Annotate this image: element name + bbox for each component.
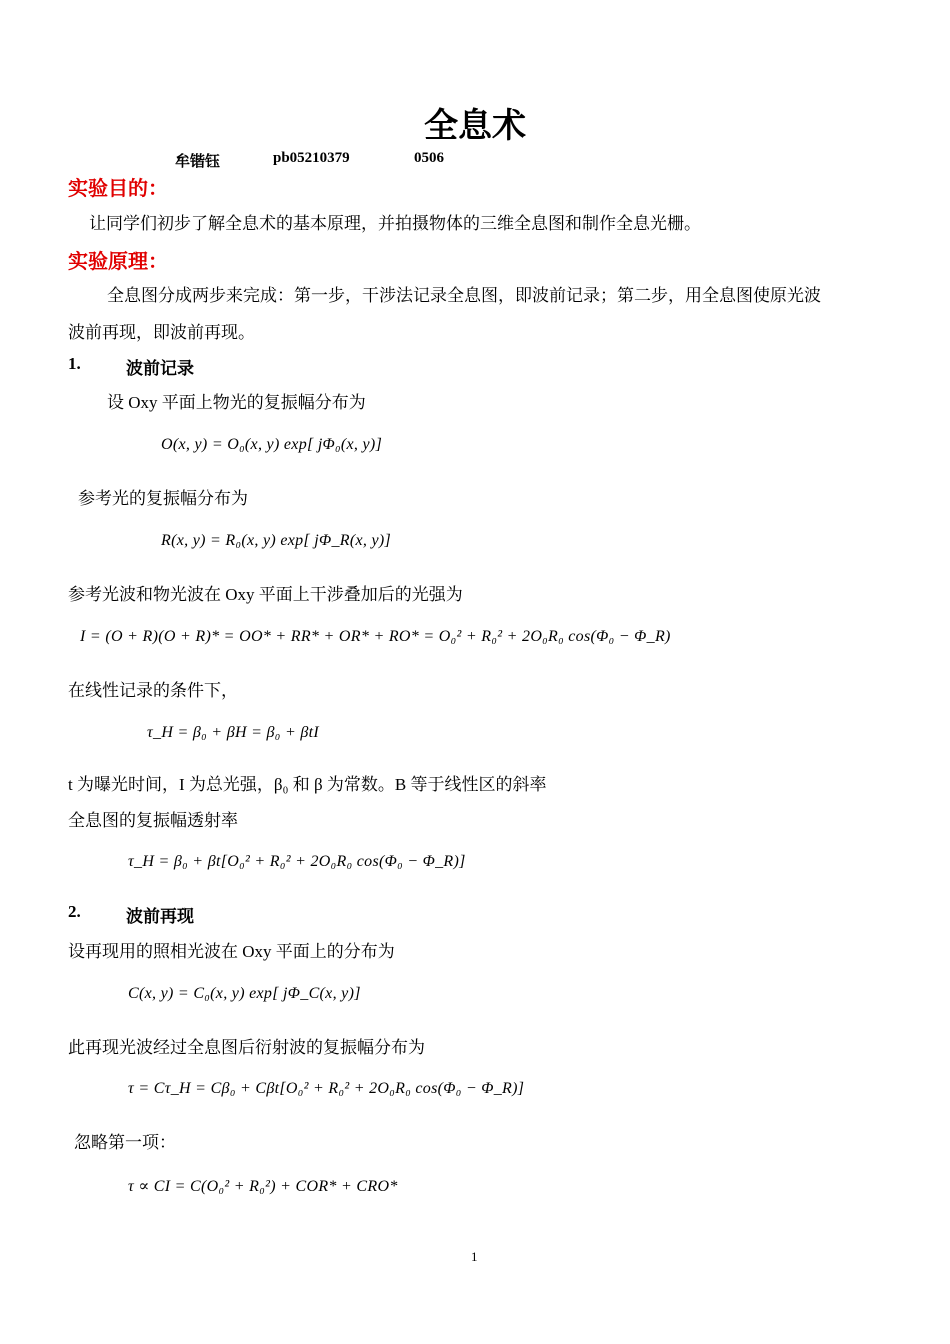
principle-heading: 实验原理： — [68, 251, 168, 273]
equation-transmittance: τ_H = β₀ + βt[O₀² + R₀² + 2O₀R₀ cos(Φ₀ − Φ_R)] — [128, 853, 466, 870]
purpose-text: 让同学们初步了解全息术的基本原理，并拍摄物体的三维全息图和制作全息光栅。 — [89, 214, 701, 233]
text-constants: t 为曝光时间，I 为总光强，β₀ 和 β 为常数。B 等于线性区的斜率 — [68, 775, 547, 794]
principle-line-1: 全息图分成两步来完成：第一步，干涉法记录全息图，即波前记录；第二步，用全息图使原光波 — [107, 286, 821, 305]
text-object-wave: 设 Oxy 平面上物光的复振幅分布为 — [107, 393, 366, 412]
student-id: pb05210379 — [273, 150, 350, 166]
purpose-heading: 实验目的： — [68, 178, 168, 200]
principle-line-2: 波前再现，即波前再现。 — [68, 323, 255, 342]
equation-object-wave: O(x, y) = O₀(x, y) exp[ jΦ₀(x, y)] — [161, 436, 383, 453]
text-ignore-first-term: 忽略第一项： — [74, 1133, 176, 1152]
part1-title: 波前记录 — [126, 359, 194, 378]
equation-linear: τ_H = β₀ + βH = β₀ + βtI — [147, 724, 319, 741]
part2-number: 2. — [68, 902, 81, 921]
part1-number: 1. — [68, 354, 81, 373]
author-name: 牟锴钰 — [175, 154, 221, 170]
part2-title: 波前再现 — [126, 907, 194, 926]
group-number: 0506 — [414, 150, 444, 166]
text-reference-wave: 参考光的复振幅分布为 — [78, 489, 248, 508]
page-title: 全息术 — [424, 108, 526, 145]
text-intensity: 参考光波和物光波在 Oxy 平面上干涉叠加后的光强为 — [68, 585, 463, 604]
text-diffraction: 此再现光波经过全息图后衍射波的复振幅分布为 — [68, 1038, 425, 1057]
text-illumination: 设再现用的照相光波在 Oxy 平面上的分布为 — [68, 942, 395, 961]
equation-illumination: C(x, y) = C₀(x, y) exp[ jΦ_C(x, y)] — [128, 985, 361, 1002]
equation-reference-wave: R(x, y) = R₀(x, y) exp[ jΦ_R(x, y)] — [161, 532, 392, 549]
text-transmittance: 全息图的复振幅透射率 — [68, 811, 238, 830]
page-number: 1 — [471, 1249, 478, 1264]
equation-diffraction: τ = Cτ_H = Cβ₀ + Cβt[O₀² + R₀² + 2O₀R₀ cos(Φ₀ − Φ_R)] — [128, 1080, 525, 1097]
equation-intensity: I = (O + R)(O + R)* = OO* + RR* + OR* + RO* = O₀² + R₀² + 2O₀R₀ cos(Φ₀ − Φ_R) — [80, 628, 671, 645]
text-linear-condition: 在线性记录的条件下， — [68, 681, 238, 700]
equation-proportional: τ ∝ CI = C(O₀² + R₀²) + COR* + CRO* — [128, 1178, 398, 1195]
